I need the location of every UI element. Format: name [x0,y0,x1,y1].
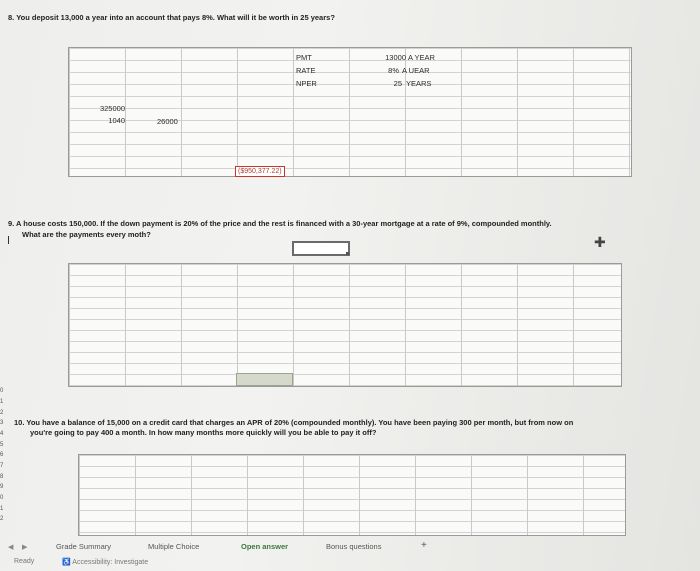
row-number[interactable] [0,322,12,333]
pmt-unit[interactable]: A YEAR [408,53,435,62]
row-number[interactable] [0,343,12,354]
row-number[interactable] [0,290,12,301]
pmt-label[interactable]: PMT [296,53,312,62]
accessibility-icon: ♿ [62,559,71,566]
add-sheet-button[interactable]: + [421,540,427,551]
row-number[interactable]: 8 [0,473,4,480]
nper-label[interactable]: NPER [296,79,317,88]
row-number[interactable] [0,376,12,387]
row-marker [8,236,9,244]
fill-handle[interactable] [346,252,349,255]
question-10-subtext: you're going to pay 400 a month. In how many months more quickly will you be able to pay it off? [30,428,377,437]
calc-cell-2[interactable]: 1040 [108,116,125,125]
calc-cell-1[interactable]: 325000 [99,104,125,113]
sheet-tab-bar [0,540,700,556]
row-number[interactable]: 4 [0,430,4,437]
row-number[interactable] [0,301,12,312]
row-number[interactable]: 3 [0,420,4,427]
question-10-text: 10. You have a balance of 15,000 on a credit card that charges an APR of 20% (compounded monthly). You have been paying 300 per month, but from now on [14,418,574,427]
q10-grid[interactable] [78,454,626,536]
row-number[interactable]: 1 [0,398,4,405]
question-9-subtext: What are the payments every moth? [22,230,151,239]
selected-cell[interactable] [292,241,350,256]
row-header-column [0,290,12,525]
question-9-text: 9. A house costs 150,000. If the down payment is 20% of the price and the rest is financed with a 30-year mortgage at a rate of 9%, compounded monthly. [8,219,552,228]
tab-scroll-left-icon[interactable]: ◀ [8,544,14,551]
nper-value[interactable]: 25 [393,79,402,88]
row-number[interactable] [0,333,12,344]
status-ready: Ready [14,558,35,565]
question-8-text: 8. You deposit 13,000 a year into an account that pays 8%. What will it be worth in 25 years? [8,13,335,22]
rate-label[interactable]: RATE [296,66,316,75]
row-number[interactable]: 1 [0,505,4,512]
pmt-value[interactable]: 13000 [385,53,406,62]
row-number[interactable] [0,354,12,365]
tab-multiple-choice[interactable]: Multiple Choice [148,542,200,551]
row-number[interactable]: 9 [0,484,4,491]
tab-scroll-right-icon[interactable]: ▶ [22,544,28,551]
accessibility-status[interactable] [62,558,148,566]
row-number[interactable]: 0 [0,388,4,395]
row-number[interactable]: 6 [0,452,4,459]
row-number[interactable]: 2 [0,516,4,523]
q8-grid[interactable] [68,47,632,177]
row-number[interactable]: 5 [0,441,4,448]
tab-grade-summary[interactable]: Grade Summary [56,542,112,551]
row-number[interactable] [0,311,12,322]
q9-answer-cell[interactable] [236,373,293,386]
row-number[interactable] [0,365,12,376]
tab-open-answer[interactable]: Open answer [241,542,289,551]
q9-grid[interactable] [68,263,622,387]
calc-cell-3[interactable]: 26000 [157,117,178,126]
fv-result-cell[interactable]: ($950,377.22) [235,166,285,177]
rate-value[interactable]: 8% [388,66,399,75]
accessibility-label: Accessibility: Investigate [72,559,149,566]
rate-unit[interactable]: A UEAR [402,66,430,75]
row-number[interactable]: 0 [0,495,4,502]
cursor-cross-icon: ✚ [594,234,606,250]
tab-bonus-questions[interactable]: Bonus questions [326,542,382,551]
row-number[interactable]: 2 [0,409,4,416]
row-number[interactable]: 7 [0,463,4,469]
nper-unit[interactable]: YEARS [406,79,432,88]
